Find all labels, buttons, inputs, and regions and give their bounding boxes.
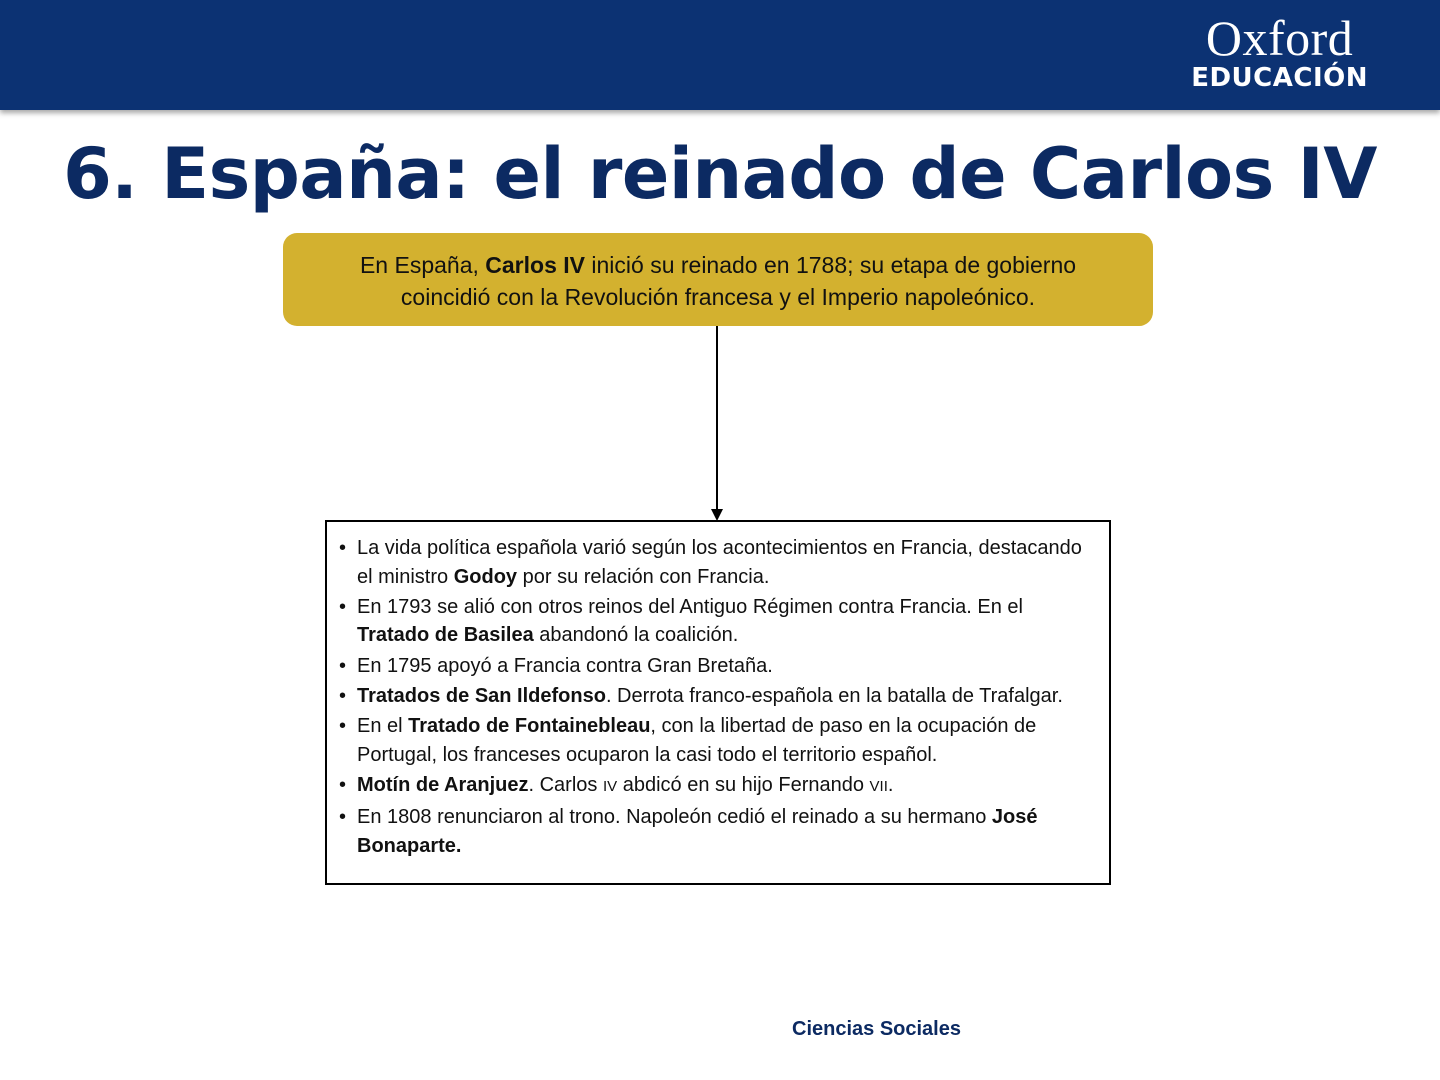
item-text: abdicó en su hijo Fernando: [617, 773, 870, 796]
item-bold: Tratados de San Ildefonso: [357, 684, 606, 707]
bullet-icon: •: [339, 805, 347, 828]
item-bold: José Bonaparte.: [357, 805, 1038, 857]
item-text: , con la libertad de paso en la ocupación de Portugal, los franceses ocuparon la casi todo el territorio español.: [357, 714, 1037, 766]
item-text: En 1793 se alió con otros reinos del Antiguo Régimen contra Francia. En el: [357, 595, 1023, 618]
item-small-caps: VII: [869, 777, 888, 795]
item-text: abandonó la coalición.: [533, 624, 739, 647]
bullet-icon: •: [339, 654, 347, 677]
footer-subject: Ciencias Sociales: [792, 1018, 961, 1040]
bullet-icon: •: [339, 684, 347, 707]
intro-bold-carlos: Carlos IV: [485, 252, 585, 278]
details-list: [339, 534, 1097, 860]
page-title: 6. España: el reinado de Carlos IV: [63, 133, 1377, 215]
item-text: por su relación con Francia.: [517, 565, 770, 588]
item-small-caps: IV: [602, 777, 618, 795]
list-item: [339, 803, 1097, 860]
connector-line: [716, 326, 718, 511]
list-item: [339, 652, 1097, 681]
item-text: . Derrota franco-española en la batalla de Trafalgar.: [605, 684, 1063, 707]
intro-text: En España,: [359, 252, 486, 278]
bullet-icon: •: [339, 773, 347, 796]
bullet-icon: •: [339, 537, 347, 559]
list-item: [339, 771, 1097, 802]
details-box: [325, 520, 1111, 885]
item-bold: Tratado de Basilea: [357, 624, 534, 647]
bullet-icon: •: [339, 714, 347, 737]
bullet-icon: •: [339, 595, 347, 618]
intro-box: [283, 233, 1153, 326]
oxford-educacion-logo: [1191, 12, 1368, 92]
list-item: [339, 534, 1097, 591]
item-text: En 1795 apoyó a Francia contra Gran Bretaña.: [357, 654, 773, 677]
list-item: [339, 682, 1097, 711]
item-text: La vida política española varió según los acontecimientos en Francia, destacando el ministro: [357, 537, 1082, 588]
list-item: [339, 593, 1097, 650]
item-text: .: [887, 773, 894, 796]
logo-educacion-text: EDUCACIÓN: [1191, 63, 1368, 93]
item-bold: Godoy: [453, 565, 518, 588]
header-bar: [0, 0, 1440, 110]
logo-oxford-text: Oxford: [1205, 10, 1354, 66]
intro-text-rest: inició su reinado en 1788; su etapa de gobierno coincidió con la Revolución francesa y el Imperio napoleónico.: [400, 252, 1077, 310]
item-text: . Carlos: [528, 773, 603, 796]
item-bold: Motín de Aranjuez: [357, 773, 529, 796]
item-text: En el: [357, 714, 409, 737]
list-item: [339, 712, 1097, 769]
item-bold: Tratado de Fontainebleau: [408, 714, 651, 737]
item-text: En 1808 renunciaron al trono. Napoleón cedió el reinado a su hermano: [357, 805, 992, 828]
